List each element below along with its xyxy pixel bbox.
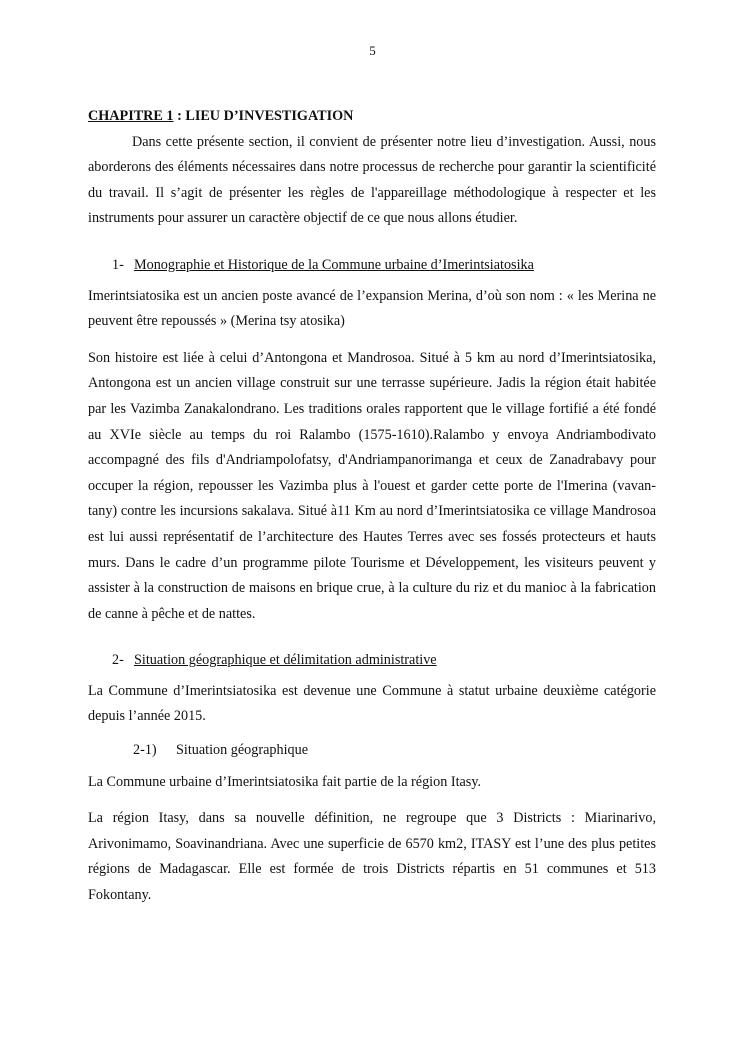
section-2-paragraph: La Commune d’Imerintsiatosika est devenue une Commune à statut urbaine deuxième catégorie depuis l’année 2015.: [88, 682, 656, 725]
section-2-title: Situation géographique et délimitation administrative: [134, 652, 437, 669]
intro-paragraph: Dans cette présente section, il convient de présenter notre lieu d’investigation. Aussi, nous aborderons des éléments nécessaires dans notre processus de recherche pour garantir la scientificité du travail. Il s’agit de présenter les règles de l'appareillage méthodologique à respecter et les instruments pour assurer un caractère objectif de ce que nous allons étudier.: [88, 133, 656, 227]
subsection-2-1-number: 2-1): [133, 742, 157, 759]
section-1-paragraph-1: Imerintsiatosika est un ancien poste avancé de l’expansion Merina, d’où son nom : « les Merina ne peuvent être repoussés » (Merina tsy atosika): [88, 287, 656, 330]
section-1-heading: [88, 253, 656, 279]
chapter-title-text: : LIEU D’INVESTIGATION: [173, 108, 354, 124]
subsection-2-1-paragraph-1: La Commune urbaine d’Imerintsiatosika fait partie de la région Itasy.: [88, 773, 482, 790]
document-body: [88, 104, 656, 909]
subsection-2-1-heading: [88, 738, 656, 764]
section-2-number: 2-: [112, 652, 124, 669]
subsection-2-1-title: Situation géographique: [176, 742, 308, 759]
section-1-title: Monographie et Historique de la Commune urbaine d’Imerintsiatosika: [134, 256, 534, 273]
chapter-title: [88, 104, 656, 130]
chapter-label: CHAPITRE 1: [88, 108, 174, 124]
subsection-2-1-paragraph-2: La région Itasy, dans sa nouvelle définition, ne regroupe que 3 Districts : Miarinarivo, Arivonimamo, Soavinandriana. Avec une superficie de 6570 km2, ITASY est l’une des plus petites régions de Madagascar. Elle est formée de trois Districts répartis en 51 communes et 513 Fokontany.: [88, 810, 656, 904]
page-number: 5: [369, 43, 376, 58]
section-1-number: 1-: [112, 256, 124, 273]
section-1-paragraph-2: Son histoire est liée à celui d’Antongona et Mandrosoa. Situé à 5 km au nord d’Imerintsiatosika, Antongona est un ancien village construit sur une terrasse supérieure. Jadis la région était habitée par les Vazimba Zanakalondrano. Les traditions orales rapportent que le village fortifié a été fondé au XVIe siècle au temps du roi Ralambo (1575-1610).Ralambo y envoya Andriambodivato accompagné des fils d'Andriampolofatsy, d'Andriampanorimanga et ceux de Zanadrabavy pour occuper la région, repousser les Vazimba plus à l'ouest et garder cette porte de l'Imerina (vavan-tany) contre les incursions sakalava. Situé à11 Km au nord d’Imerintsiatosika ce village Mandrosoa est lui aussi représentatif de l’architecture des Hautes Terres avec ses fossés protecteurs et hauts murs. Dans le cadre d’un programme pilote Tourisme et Développement, les visiteurs peuvent y assister à la construction de maisons en brique crue, à la culture du riz et du manioc à la fabrication de canne à pêche et de nattes.: [88, 349, 656, 622]
section-2-heading: [88, 648, 656, 674]
